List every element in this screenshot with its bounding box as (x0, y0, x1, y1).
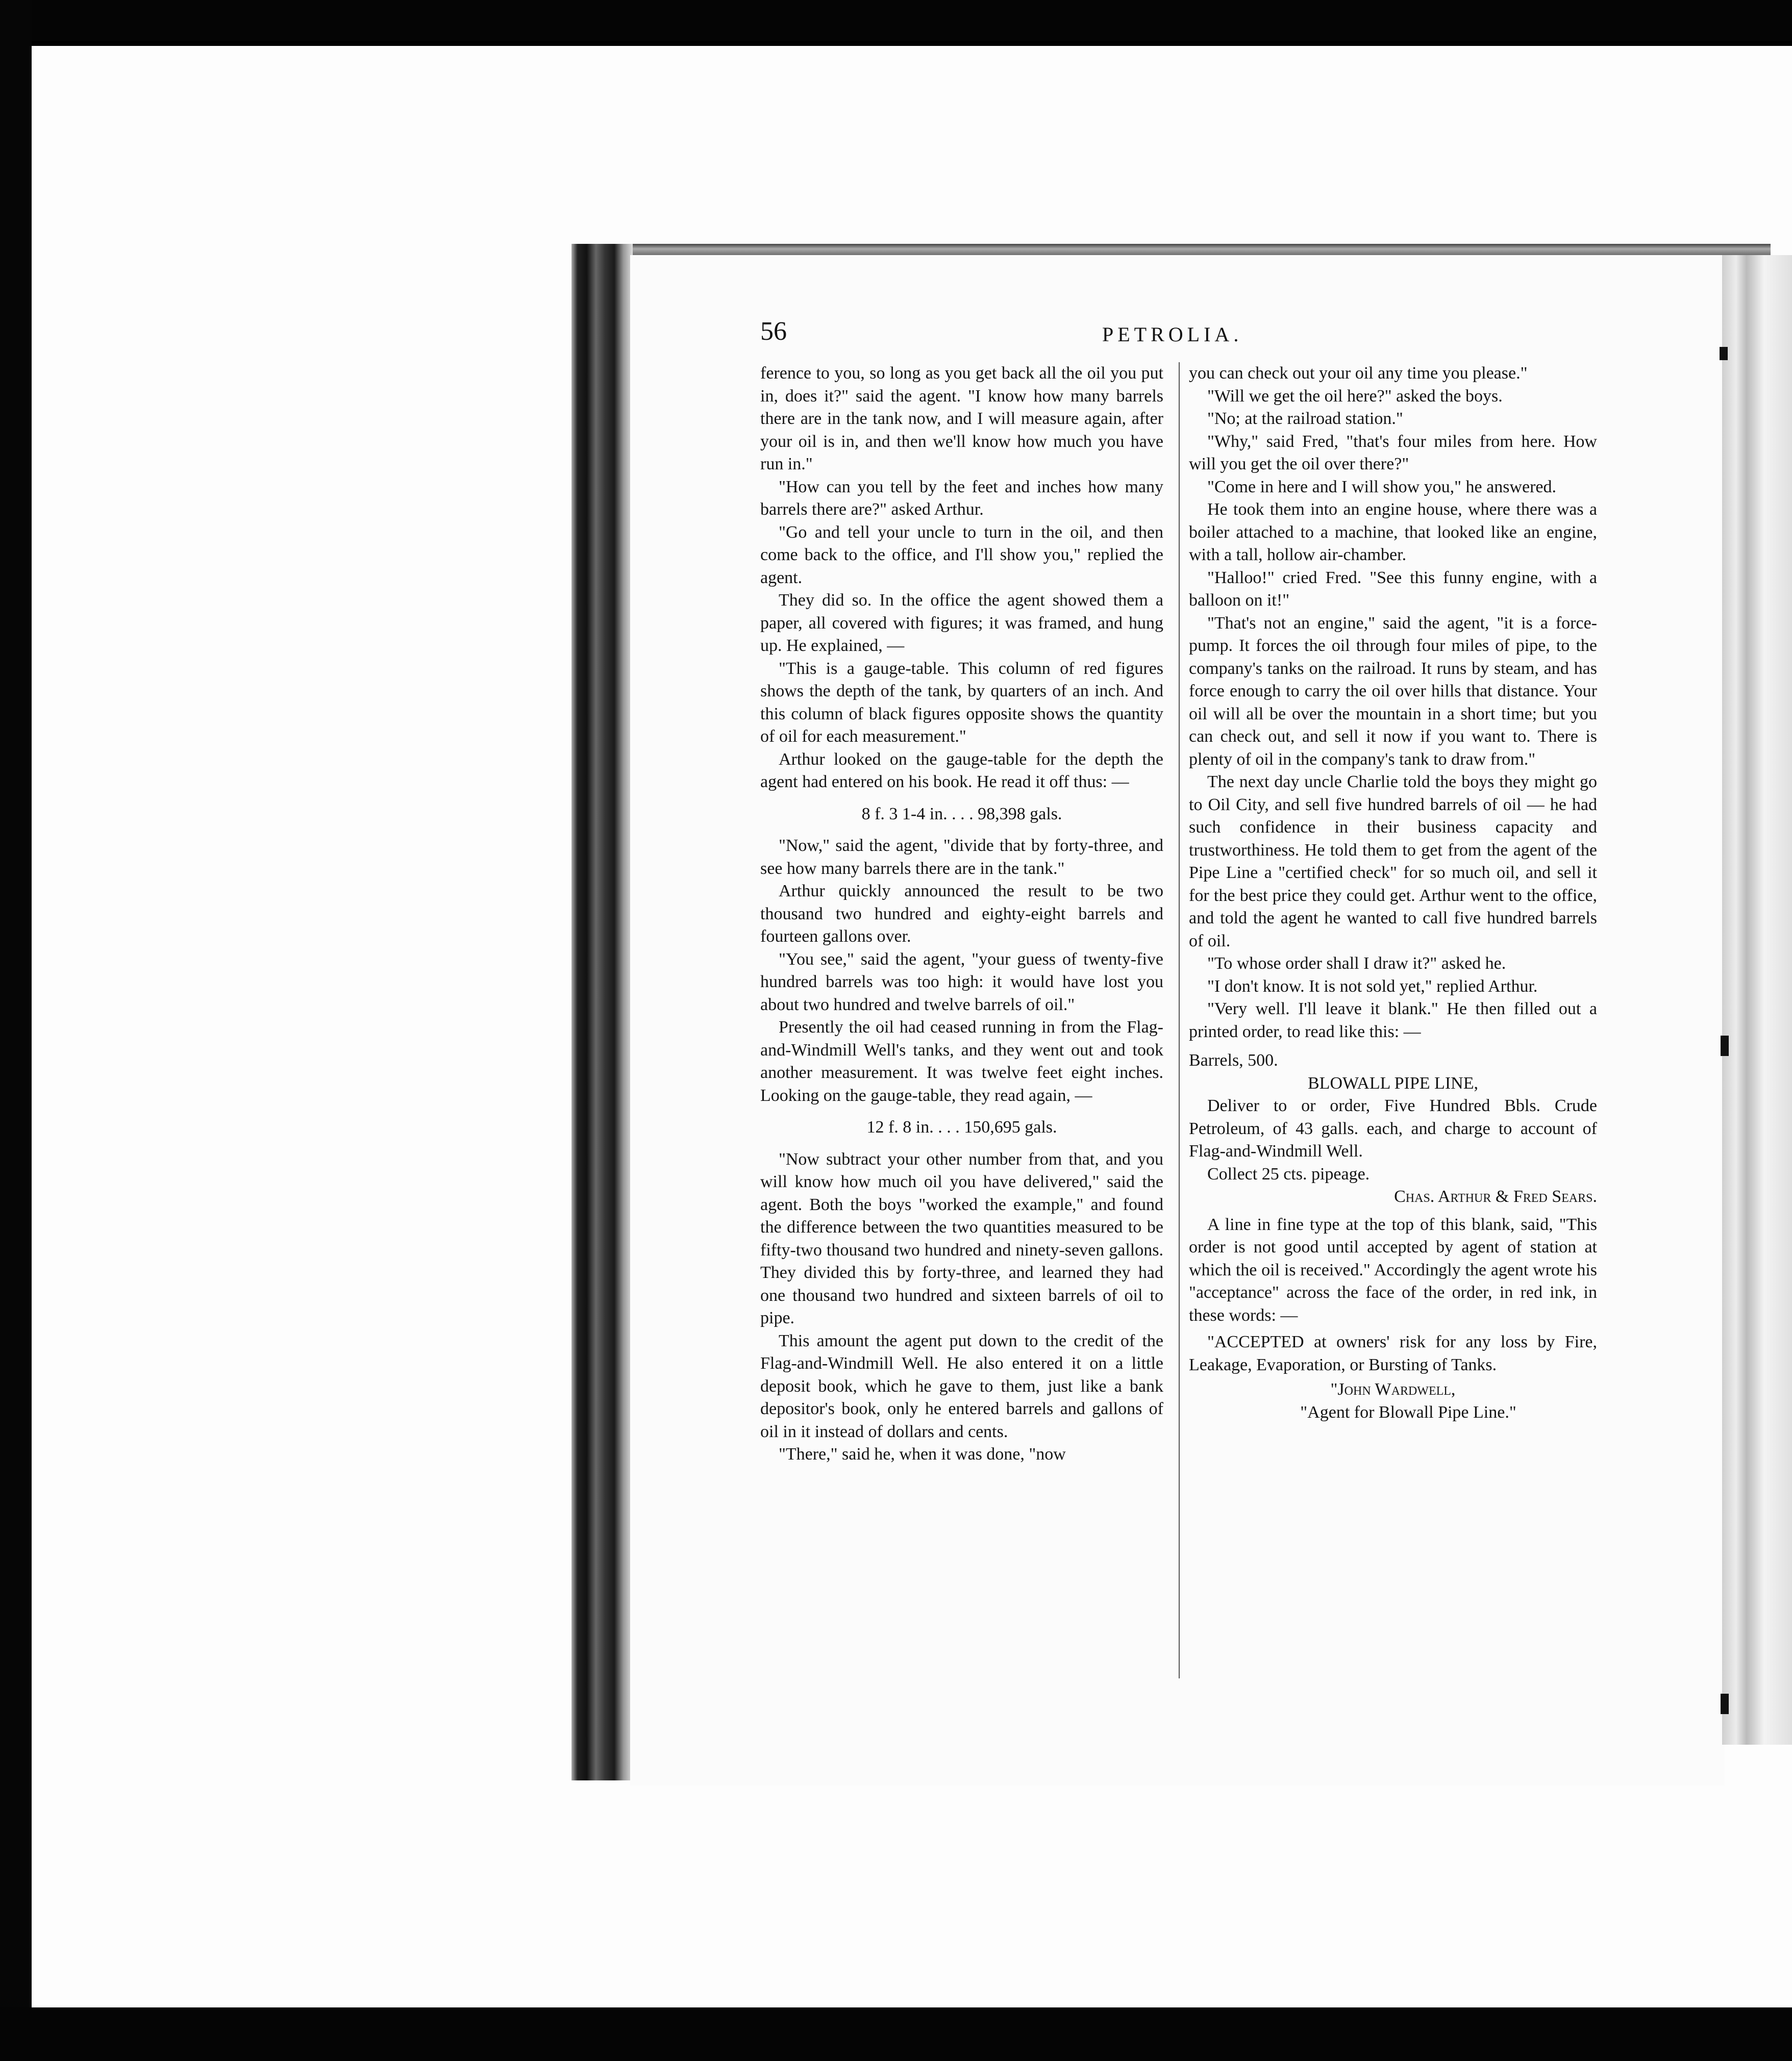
paragraph: Arthur quickly announced the result to be two thousand two hundred and eighty-eight barrels and fourteen gallons over. (760, 882, 1163, 946)
paragraph: "This is a gauge-table. This column of red figures shows the depth of the tank, by quarters of an inch. And this column of black figures opposite shows the quantity of oil for each measurement." (760, 659, 1163, 746)
book-spine-edge (571, 244, 633, 1780)
paragraph: "Now," said the agent, "divide that by forty-three, and see how many barrels there are in the tank." (760, 836, 1163, 878)
paragraph: "You see," said the agent, "your guess of twenty-five hundred barrels was too high: it would have lost you about two hundred and twelve barrels of oil." (760, 949, 1163, 1014)
page-edge-mark (1721, 1036, 1729, 1056)
paragraph: you can check out your oil any time you please." (1189, 364, 1528, 383)
order-company: BLOWALL PIPE LINE, (1308, 1073, 1478, 1093)
page-edge-mark (1720, 347, 1728, 360)
order-signature: Chas. Arthur & Fred Sears. (1394, 1187, 1597, 1206)
running-title: PETROLIA. (1102, 323, 1243, 346)
paragraph: "Now subtract your other number from that, and you will know how much oil you have delivered," said the agent. Both the boys "worked the example," and found the difference between the two quantities measured to be fifty-two thousand two hundred and ninety-seven gallons. They divided this by forty-three, and learned they had one thousand two hundred and sixteen barrels of oil to pipe. (760, 1149, 1163, 1327)
paragraph: "No; at the railroad station." (1207, 409, 1403, 428)
paragraph: "That's not an engine," said the agent, "it is a force-pump. It forces the oil through four miles of pipe, to the company's tanks on the railroad. It runs by steam, and has force enough to carry the oil over hills that distance. Your oil will all be over the mountain in a short time; but you can check out, and sell it now if you want to. There is plenty of oil in the company's tank to draw from." (1189, 613, 1597, 769)
page-number: 56 (760, 317, 787, 346)
scan-top-border (0, 0, 1792, 41)
paragraph: ference to you, so long as you get back all the oil you put in, does it?" said the agent. "I know how many barrels there are in the tank now, and I will measure again, after your oil is in, and then we'll know how much you have run in." (760, 364, 1163, 473)
acceptance-name: "John Wardwell, (1330, 1380, 1456, 1399)
paragraph: The next day uncle Charlie told the boys they might go to Oil City, and sell five hundred barrels of oil — he had such confidence in their business capacity and trustworthiness. He told them to get from the agent of the Pipe Line a "certified check" for so much oil, and sell it for the best price they could get. Arthur went to the office, and told the agent he wanted to call five hundred barrels of oil. (1189, 772, 1597, 950)
paragraph: "To whose order shall I draw it?" asked he. (1207, 954, 1506, 973)
paragraph: "Go and tell your uncle to turn in the oil, and then come back to the office, and I'll show you," replied the agent. (760, 522, 1163, 587)
paragraph: This amount the agent put down to the credit of the Flag-and-Windmill Well. He also entered it on a little deposit book, which he gave to them, just like a bank depositor's book, only he entered barrels and gallons of oil in it instead of dollars and cents. (760, 1331, 1163, 1441)
gauge-reading: 12 f. 8 in. . . . 150,695 gals. (866, 1118, 1057, 1137)
paragraph: "I don't know. It is not sold yet," replied Arthur. (1207, 976, 1538, 996)
paragraph: "Will we get the oil here?" asked the boys. (1207, 386, 1503, 406)
order-barrels: Barrels, 500. (1189, 1051, 1278, 1070)
acceptance-role: "Agent for Blowall Pipe Line." (1300, 1402, 1516, 1422)
facing-page-edge (1722, 255, 1792, 1745)
scan-left-border (0, 0, 32, 2061)
paragraph: "Come in here and I will show you," he answered. (1207, 477, 1556, 496)
paragraph: "Why," said Fred, "that's four miles from here. How will you get the oil over there?" (1189, 432, 1597, 473)
book-top-edge (582, 244, 1771, 256)
gauge-reading: 8 f. 3 1-4 in. . . . 98,398 gals. (861, 804, 1062, 823)
paragraph: "There," said he, when it was done, "now (779, 1445, 1066, 1464)
order-body: Deliver to or order, Five Hundred Bbls. Crude Petroleum, of 43 galls. each, and charge to account of Flag-and-Windmill Well. (1189, 1096, 1597, 1161)
paragraph: "Very well. I'll leave it blank." He then filled out a printed order, to read like this: — (1189, 999, 1597, 1041)
paragraph: "ACCEPTED at owners' risk for any loss by Fire, Leakage, Evaporation, or Bursting of Tanks. (1189, 1333, 1597, 1374)
scan-bottom-border (0, 2007, 1792, 2061)
column-divider (1179, 362, 1180, 1678)
paragraph: "How can you tell by the feet and inches how many barrels there are?" asked Arthur. (760, 477, 1163, 519)
order-collect: Collect 25 cts. pipeage. (1207, 1164, 1370, 1184)
left-column (760, 362, 1163, 1466)
paragraph: They did so. In the office the agent showed them a paper, all covered with figures; it was framed, and hung up. He explained, — (760, 591, 1163, 655)
paragraph: A line in fine type at the top of this blank, said, "This order is not good until accepted by agent of station at which the oil is received." Accordingly the agent wrote his "acceptance" across the face of the order, in red ink, in these words: — (1189, 1215, 1597, 1325)
right-column (1189, 362, 1597, 1424)
paragraph: He took them into an engine house, where there was a boiler attached to a machine, that looked like an engine, with a tall, hollow air-chamber. (1189, 500, 1597, 564)
paragraph: "Halloo!" cried Fred. "See this funny engine, with a balloon on it!" (1189, 568, 1597, 610)
paragraph: Arthur looked on the gauge-table for the depth the agent had entered on his book. He read it off thus: — (760, 749, 1163, 791)
page-edge-mark (1721, 1694, 1729, 1714)
paragraph: Presently the oil had ceased running in from the Flag-and-Windmill Well's tanks, and they went out and took another measurement. It was twelve feet eight inches. Looking on the gauge-table, they read again, — (760, 1018, 1163, 1105)
